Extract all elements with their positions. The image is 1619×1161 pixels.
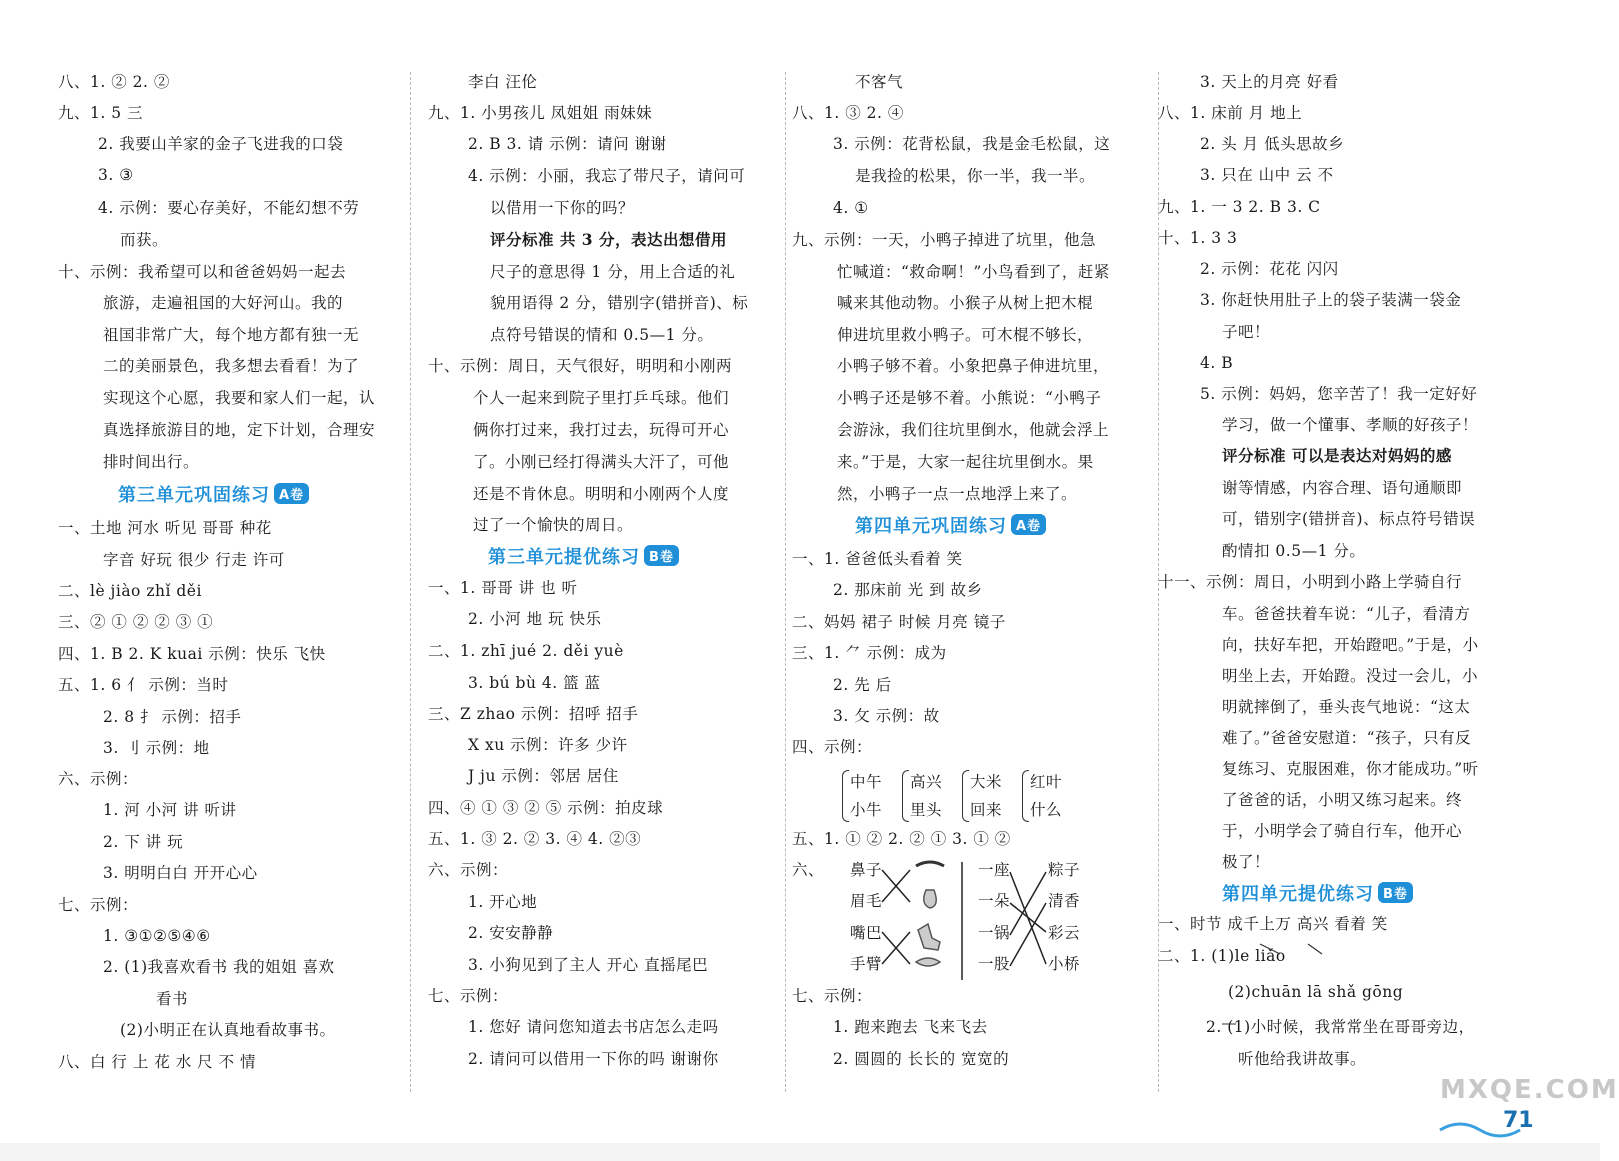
answer-line: 李白 汪伦 xyxy=(468,73,538,91)
answer-line: 2. 安安静静 xyxy=(468,924,554,942)
answer-line: 学习，做一个懂事、孝顺的好孩子！ xyxy=(1222,416,1479,434)
answer-line: 评分标准 共 3 分，表达出想借用 xyxy=(490,230,727,249)
answer-line: 四、④ ① ③ ② ⑤ 示例：拍皮球 xyxy=(428,799,664,817)
answer-line: 五、1. ① ② 2. ② ① 3. ① ② xyxy=(792,830,1011,848)
answer-line: 实现这个心愿，我要和家人们一起，认 xyxy=(103,389,376,407)
section-title: 第三单元提优练习 xyxy=(488,547,640,568)
answer-line: 3. 小狗见到了主人 开心 直摇尾巴 xyxy=(468,956,709,974)
word-item: 什么 xyxy=(1030,801,1063,819)
match-word: 一锅 xyxy=(978,924,1011,942)
answer-line: 三、② ① ② ② ③ ① xyxy=(58,613,214,631)
answer-line: 六、 xyxy=(792,861,825,879)
answer-line: (2)小明正在认真地看故事书。 xyxy=(120,1021,336,1039)
answer-line: 二、妈妈 裙子 时候 月亮 镜子 xyxy=(792,613,1006,631)
answer-line: 八、白 行 上 花 水 尺 不 情 xyxy=(58,1053,256,1071)
answer-line: 还是不肯休息。明明和小刚两个人度 xyxy=(473,485,730,503)
answer-line: 于，小明学会了骑自行车，他开心 xyxy=(1222,822,1463,840)
answer-line: J ju 示例：邻居 居住 xyxy=(468,767,619,785)
answer-line: 2. 我要山羊家的金子飞进我的口袋 xyxy=(98,135,344,153)
answer-line: 七、示例： xyxy=(792,987,873,1005)
answer-line: 3. ③ xyxy=(98,166,134,184)
answer-line: 2. 先 后 xyxy=(833,676,892,694)
word-item: 大米 xyxy=(970,773,1003,791)
answer-line: 子吧！ xyxy=(1222,323,1271,341)
answer-line: 小鸭子还是够不着。小熊说：“小鸭子 xyxy=(837,389,1102,407)
answer-line: 而获。 xyxy=(120,231,169,249)
page-wave-icon xyxy=(1440,1124,1520,1136)
answer-line: 了。小刚已经打得满头大汗了，可他 xyxy=(473,453,730,471)
answer-line: 4. 示例：要心存美好，不能幻想不劳 xyxy=(98,199,360,217)
answer-line: X xu 示例：许多 少许 xyxy=(468,736,628,754)
answer-line: 1. 您好 请问您知道去书店怎么走吗 xyxy=(468,1018,719,1036)
answer-line: 十、示例：我希望可以和爸爸妈妈一起去 xyxy=(58,263,347,281)
answer-line: 3. bú bù 4. 篮 蓝 xyxy=(468,674,601,692)
section-title: 第三单元巩固练习 xyxy=(118,485,270,506)
word-item: 红叶 xyxy=(1030,773,1063,791)
answer-line: 听他给我讲故事。 xyxy=(1238,1050,1367,1068)
answer-line: 1. 开心地 xyxy=(468,893,538,911)
answer-line: 三、Z zhao 示例：招呼 招手 xyxy=(428,705,639,723)
answer-line: 谢等情感，内容合理、语句通顺即 xyxy=(1222,479,1463,497)
answer-line: 3. 你赶快用肚子上的袋子装满一袋金 xyxy=(1200,291,1462,309)
answer-line: 2. B 3. 请 示例：请问 谢谢 xyxy=(468,135,667,153)
answer-line: 七、示例： xyxy=(58,896,139,914)
answer-line: 评分标准 可以是表达对妈妈的感 xyxy=(1222,446,1452,465)
answer-line: 3. 只在 山中 云 不 xyxy=(1200,166,1334,184)
answer-line: 4. 示例：小丽，我忘了带尺子，请问可 xyxy=(468,167,746,185)
arm-icon xyxy=(918,924,940,950)
answer-line: 2. 请问可以借用一下你的吗 谢谢你 xyxy=(468,1050,719,1068)
answer-line: 难了。”爸爸安慰道：“孩子，只有反 xyxy=(1222,729,1472,747)
eyebrow-icon xyxy=(916,862,944,866)
volume-badge: B卷 xyxy=(1378,882,1413,903)
answer-line: 4. ① xyxy=(833,199,869,217)
answer-line: 十、1. 3 3 xyxy=(1158,229,1238,247)
answer-line: 俩你打过来，我打过去，玩得可开心 xyxy=(473,421,730,439)
answer-line: 了爸爸的话，小明又练习起来。终 xyxy=(1222,791,1463,809)
answer-line: 2. (1)我喜欢看书 我的姐姐 喜欢 xyxy=(103,958,335,976)
answer-line: 十、示例：周日，天气很好，明明和小刚两 xyxy=(428,357,733,375)
answer-line: 六、示例： xyxy=(428,861,509,879)
answer-line: 真选择旅游目的地，定下计划，合理安 xyxy=(103,421,376,439)
section-title: 第四单元提优练习 xyxy=(1222,884,1374,905)
pinyin-mark xyxy=(1308,944,1322,954)
word-item: 小牛 xyxy=(850,801,883,819)
answer-line: 排时间出行。 xyxy=(103,453,200,471)
pinyin-mark xyxy=(1260,944,1280,954)
answer-line: 明坐上去，开始蹬。没过一会儿，小 xyxy=(1222,667,1479,685)
answer-line: (2)chuān lā shǎ gōng xyxy=(1228,983,1404,1001)
answer-line: 向，扶好车把，开始蹬吧。”于是，小 xyxy=(1222,636,1479,654)
match-word: 彩云 xyxy=(1048,924,1081,942)
answer-line: 4. B xyxy=(1200,354,1234,372)
match-word: 鼻子 xyxy=(850,861,883,879)
answer-line: 可，错别字(错拼音)、标点符号错误 xyxy=(1222,510,1476,528)
answer-line: 八、1. 床前 月 地上 xyxy=(1158,104,1303,122)
answer-line: 喊来其他动物。小猴子从树上把木棍 xyxy=(837,294,1094,312)
answer-line: 字音 好玩 很少 行走 许可 xyxy=(103,551,285,569)
answer-line: 祖国非常广大，每个地方都有独一无 xyxy=(103,326,360,344)
word-item: 回来 xyxy=(970,801,1003,819)
answer-line: 1. 跑来跑去 飞来飞去 xyxy=(833,1018,988,1036)
answer-line: 2. 那床前 光 到 故乡 xyxy=(833,581,983,599)
answer-line: 伸进坑里救小鸭子。可木棍不够长， xyxy=(837,326,1094,344)
answer-line: 不客气 xyxy=(855,73,904,91)
answer-line: 酌情扣 0.5—1 分。 xyxy=(1222,542,1366,560)
answer-line: 复练习、克服困难，你才能成功。”听 xyxy=(1222,760,1479,778)
answer-line: 三、1. ⺈ 示例：成为 xyxy=(792,644,947,662)
answer-line: 小鸭子够不着。小象把鼻子伸进坑里， xyxy=(837,357,1110,375)
answer-line: 2. 圆圆的 长长的 宽宽的 xyxy=(833,1050,1010,1068)
answer-line: 一、1. 哥哥 讲 也 听 xyxy=(428,579,578,597)
answer-line: 九、1. 5 三 xyxy=(58,104,144,122)
answer-line: 貌用语得 2 分，错别字(错拼音)、标 xyxy=(490,294,749,312)
answer-line: 2. (1)小时候，我常常坐在哥哥旁边， xyxy=(1206,1018,1475,1036)
answer-line: 2. 示例：花花 闪闪 xyxy=(1200,260,1339,278)
answer-line: 二、1. (1)le liǎo xyxy=(1158,947,1286,965)
answer-line: 二的美丽景色，我多想去看看！为了 xyxy=(103,357,360,375)
answer-line: 3. 攵 示例：故 xyxy=(833,707,940,725)
answer-line: 一、1. 爸爸低头看着 笑 xyxy=(792,550,963,568)
answer-line: 2. 小河 地 玩 快乐 xyxy=(468,610,602,628)
answer-line: 车。爸爸扶着车说：“儿子，看清方 xyxy=(1222,605,1471,623)
answer-line: 以借用一下你的吗？ xyxy=(490,199,635,217)
mouth-icon xyxy=(916,958,940,966)
answer-line: 旅游，走遍祖国的大好河山。我的 xyxy=(103,294,344,312)
match-line xyxy=(1010,903,1046,966)
answer-line: 2. 下 讲 玩 xyxy=(103,833,184,851)
answer-line: 忙喊道：“救命啊！”小鸟看到了，赶紧 xyxy=(837,263,1110,281)
answer-line: 然，小鸭子一点一点地浮上来了。 xyxy=(837,485,1078,503)
answer-line: 来。”于是，大家一起往坑里倒水。果 xyxy=(837,453,1094,471)
volume-badge: A卷 xyxy=(1011,514,1046,535)
word-item: 高兴 xyxy=(910,773,943,791)
answer-line: 五、1. ③ 2. ② 3. ④ 4. ②③ xyxy=(428,830,642,848)
answer-line: 3. 示例：花背松鼠，我是金毛松鼠，这 xyxy=(833,135,1111,153)
watermark: MXQE.COM xyxy=(1440,1075,1619,1105)
volume-badge: B卷 xyxy=(644,545,679,566)
answer-line: 5. 示例：妈妈，您辛苦了！我一定好好 xyxy=(1200,385,1478,403)
match-word: 眉毛 xyxy=(850,892,883,910)
answer-line: 过了一个愉快的周日。 xyxy=(473,516,634,534)
answer-line: 会游泳，我们往坑里倒水，他就会浮上 xyxy=(837,421,1110,439)
answer-line: 四、示例： xyxy=(792,738,873,756)
answer-line: 3. 天上的月亮 好看 xyxy=(1200,73,1339,91)
word-item: 里头 xyxy=(910,801,943,819)
answer-line: 四、1. B 2. K kuai 示例：快乐 飞快 xyxy=(58,645,326,663)
answer-line: 九、1. 一 3 2. B 3. C xyxy=(1158,198,1321,216)
answer-line: 1. ③①②⑤④⑥ xyxy=(103,927,211,945)
answer-line: 3. 明明白白 开开心心 xyxy=(103,864,258,882)
answer-line: 一、土地 河水 听见 哥哥 种花 xyxy=(58,519,272,537)
word-item: 中午 xyxy=(850,773,883,791)
answer-line: 极了！ xyxy=(1222,853,1271,871)
match-word: 粽子 xyxy=(1048,861,1081,879)
answer-line: 八、1. ② 2. ② xyxy=(58,73,170,91)
answer-line: 八、1. ③ 2. ④ xyxy=(792,104,904,122)
answer-line: 点符号错误的情和 0.5—1 分。 xyxy=(490,326,714,344)
match-word: 手臂 xyxy=(850,955,883,973)
answer-line: 是我捡的松果，你一半，我一半。 xyxy=(855,167,1096,185)
match-word: 一股 xyxy=(978,955,1011,973)
answer-line: 2. 头 月 低头思故乡 xyxy=(1200,135,1345,153)
answer-line: 七、示例： xyxy=(428,987,509,1005)
answer-line: 1. 河 小河 讲 听讲 xyxy=(103,801,237,819)
answer-line: 一、时节 成千上万 高兴 看着 笑 xyxy=(1158,915,1388,933)
match-word: 嘴巴 xyxy=(850,924,883,942)
match-word: 一朵 xyxy=(978,892,1011,910)
match-line xyxy=(1010,872,1046,935)
page-number: 71 xyxy=(1503,1108,1534,1133)
answer-line: 3. ⺉ 示例：地 xyxy=(103,739,210,757)
answer-line: 十一、示例：周日，小明到小路上学骑自行 xyxy=(1158,573,1463,591)
answer-line: 二、lè jiào zhǐ děi xyxy=(58,582,202,600)
answer-line: 六、示例： xyxy=(58,770,139,788)
answer-line: 个人一起来到院子里打乒乓球。他们 xyxy=(473,389,730,407)
answer-line: 五、1. 6 ⺅ 示例：当时 xyxy=(58,676,229,694)
answer-line: 明就摔倒了，垂头丧气地说：“这太 xyxy=(1222,698,1471,716)
answer-line: 九、示例：一天，小鸭子掉进了坑里，他急 xyxy=(792,231,1097,249)
answer-line: 看书 xyxy=(156,990,189,1008)
match-line xyxy=(1010,903,1046,932)
match-word: 一座 xyxy=(978,861,1011,879)
answer-line: 九、1. 小男孩儿 凤姐姐 雨妹妹 xyxy=(428,104,653,122)
answer-line: 2. 8 扌 示例：招手 xyxy=(103,708,242,726)
answer-line: 尺子的意思得 1 分，用上合适的礼 xyxy=(490,263,736,281)
section-title: 第四单元巩固练习 xyxy=(855,516,1007,537)
match-word: 小桥 xyxy=(1048,955,1081,973)
match-word: 清香 xyxy=(1048,892,1081,910)
answer-line: 二、1. zhī jué 2. děi yuè xyxy=(428,642,624,660)
volume-badge: A卷 xyxy=(274,483,309,504)
nose-icon xyxy=(924,890,937,908)
